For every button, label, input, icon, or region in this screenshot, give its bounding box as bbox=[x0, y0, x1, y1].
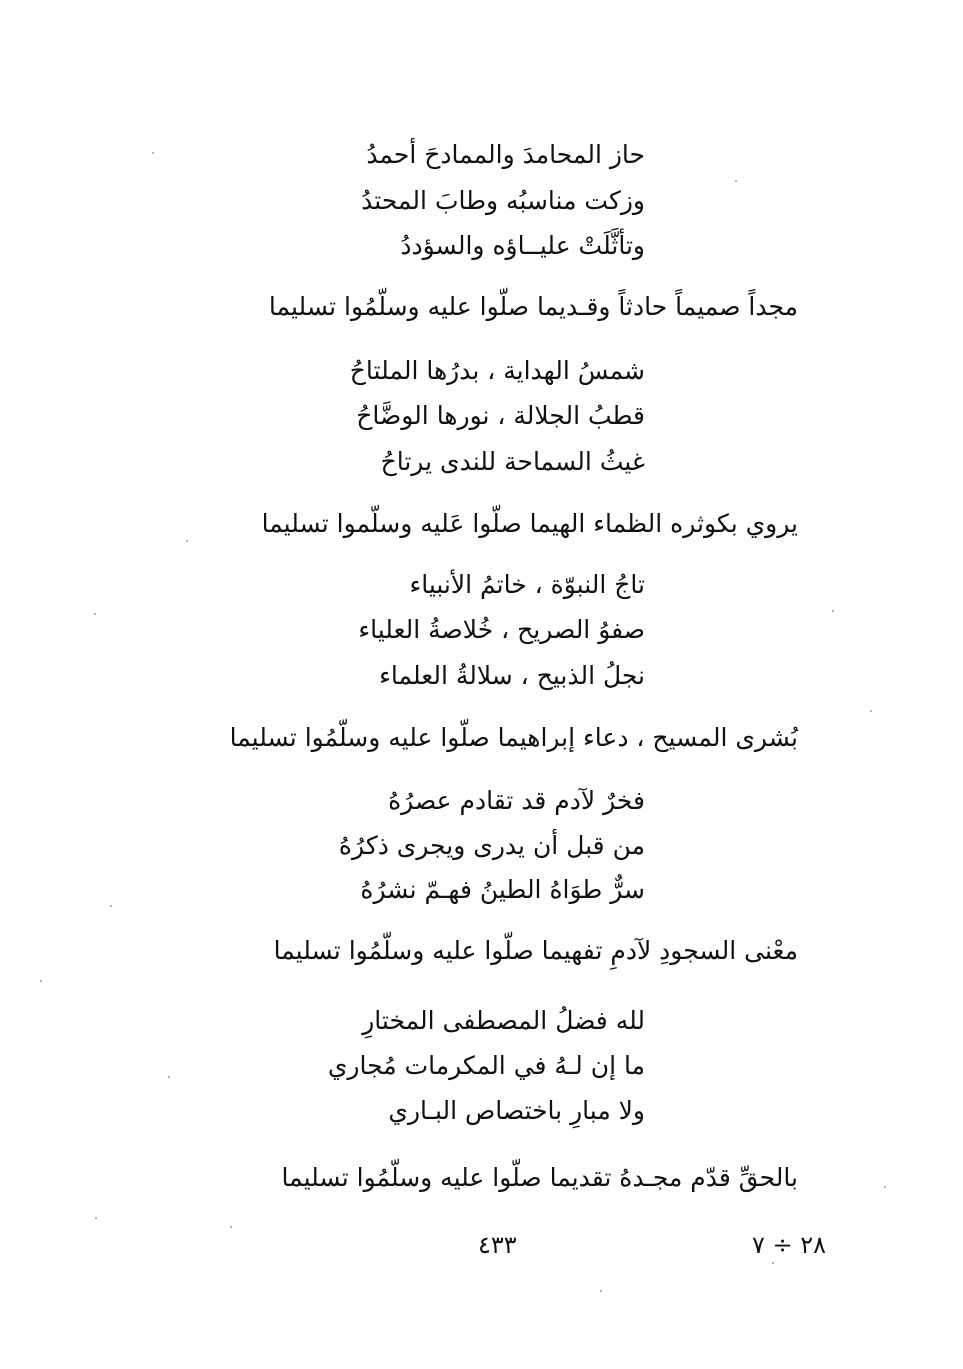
stanza-4-verse-2: من قبل أن يدرى ويجرى ذكرُهُ bbox=[338, 831, 645, 860]
stanza-1-verse-2: وزكت مناسبُه وطابَ المحتدُ bbox=[361, 186, 645, 215]
stanza-5-verse-3: ولا مبارِ باختصاص البـاري bbox=[388, 1096, 645, 1125]
stanza-1-refrain: مجداً صميماً حادثاً وقـديما صلّوا عليه وسلّمُوا تسليما bbox=[268, 292, 798, 321]
stanza-2-verse-2: قطبُ الجلالة ، نورها الوضَّاحُ bbox=[356, 401, 645, 430]
stanza-1-verse-3: وتأثَّلَتْ عليــاؤه والسؤددُ bbox=[400, 231, 645, 260]
stanza-1-verse-1: حاز المحامدَ والممادحَ أحمدُ bbox=[366, 140, 645, 169]
stanza-3-verse-3: نجلُ الذبيح ، سلالةُ العلماء bbox=[379, 661, 645, 690]
stanza-3-refrain: بُشرى المسيح ، دعاء إبراهيما صلّوا عليه وسلّمُوا تسليما bbox=[229, 723, 798, 752]
stanza-3-verse-1: تاجُ النبوّة ، خاتمُ الأنبياء bbox=[409, 570, 645, 599]
stanza-2-refrain: يروي بكوثره الظماء الهيما صلّوا عَليه وسلّموا تسليما bbox=[261, 509, 798, 538]
stanza-3-verse-2: صفوُ الصريح ، خُلاصةُ العلياء bbox=[358, 615, 645, 644]
stanza-5-verse-1: لله فضلُ المصطفى المختارِ bbox=[362, 1006, 645, 1035]
page-number: ٤٣٣ bbox=[478, 1231, 517, 1259]
stanza-5-verse-2: ما إن لـهُ في المكرمات مُجاري bbox=[327, 1051, 645, 1080]
stanza-2-verse-3: غيثُ السماحة للندى يرتاحُ bbox=[380, 447, 645, 476]
stanza-2-verse-1: شمسُ الهداية ، بدرُها الملتاحُ bbox=[349, 356, 645, 385]
stanza-5-refrain: بالحقِّ قدّم مجـدهُ تقديما صلّوا عليه وسلّمُوا تسليما bbox=[281, 1163, 798, 1192]
stanza-4-verse-1: فخرٌ لآدم قد تقادم عصرُهُ bbox=[388, 786, 645, 815]
stanza-4-refrain: معْنى السجودِ لآدمِ تفهيما صلّوا عليه وسلّمُوا تسليما bbox=[273, 936, 798, 965]
signature-mark: ٢٨ ÷ ٧ bbox=[752, 1231, 827, 1259]
stanza-4-verse-3: سرٌّ طوَاهُ الطينُ فهـمّ نشرُهُ bbox=[360, 875, 645, 904]
